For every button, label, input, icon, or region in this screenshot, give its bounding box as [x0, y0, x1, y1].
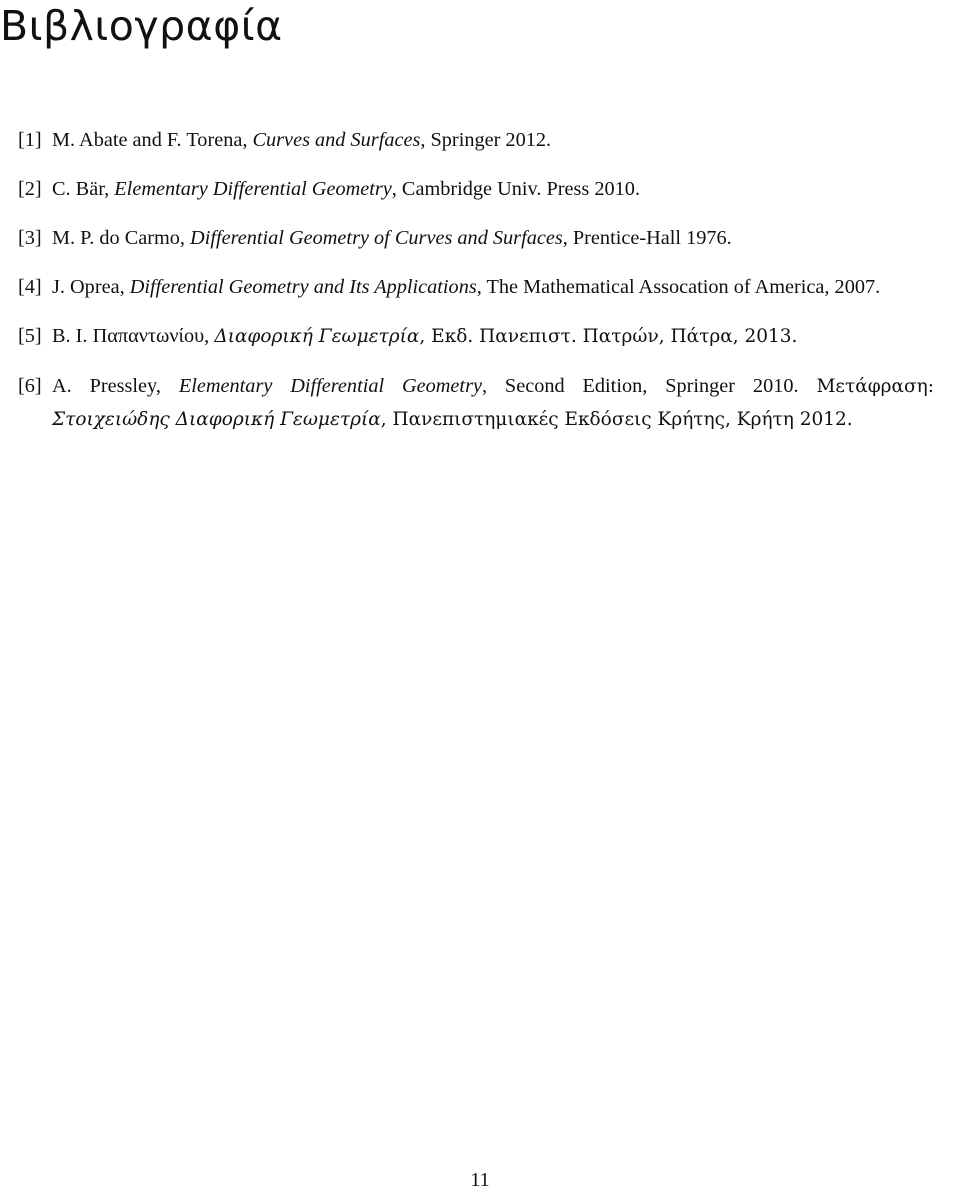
reference-authors: C. Bär,: [52, 178, 110, 200]
reference-authors: B. I. Παπαντωνίου,: [52, 325, 210, 347]
reference-authors: M. Abate and F. Torena,: [52, 129, 248, 151]
reference-number: [5]: [18, 325, 42, 347]
reference-title: Differential Geometry and Its Applications: [129, 276, 477, 298]
reference-item: [18, 320, 934, 353]
reference-details: , Prentice-Hall 1976.: [562, 227, 732, 249]
reference-authors: M. P. do Carmo,: [52, 227, 185, 249]
page-title: Βιβλιογραφία: [0, 2, 283, 50]
reference-number: [4]: [18, 276, 42, 298]
reference-number: [1]: [18, 129, 42, 151]
reference-number: [6]: [18, 375, 42, 397]
reference-authors: J. Oprea,: [52, 276, 125, 298]
reference-details: , Springer 2012.: [420, 129, 552, 151]
translation-details: , Πανεπιστημιακές Εκδόσεις Κρήτης, Κρήτη 2012.: [380, 409, 853, 430]
translation-label: Μετάφραση:: [816, 376, 934, 397]
reference-details: , Second Edition, Springer 2010.: [481, 375, 799, 397]
reference-title: Differential Geometry of Curves and Surfaces: [190, 227, 563, 249]
bibliography-list: [18, 124, 934, 453]
translation-title: Στοιχειώδης Διαφορική Γεωμετρία: [52, 409, 381, 430]
reference-authors: A. Pressley,: [52, 375, 161, 397]
reference-details: , Cambridge Univ. Press 2010.: [391, 178, 641, 200]
reference-item: [18, 124, 934, 156]
reference-item: [18, 173, 934, 205]
page-number: 11: [470, 1169, 490, 1191]
reference-item: [18, 271, 934, 303]
reference-details: , Εκδ. Πανεπιστ. Πατρών, Πάτρα, 2013.: [419, 326, 798, 347]
reference-number: [3]: [18, 227, 42, 249]
reference-title: Curves and Surfaces: [252, 129, 421, 151]
reference-item: [18, 370, 934, 436]
reference-number: [2]: [18, 178, 42, 200]
reference-details: , The Mathematical Assocation of America, 2007.: [476, 276, 881, 298]
reference-item: [18, 222, 934, 254]
reference-title: Elementary Differential Geometry: [114, 178, 392, 200]
reference-title: Elementary Differential Geometry: [178, 375, 482, 397]
reference-title: Διαφορική Γεωμετρία: [214, 326, 420, 347]
